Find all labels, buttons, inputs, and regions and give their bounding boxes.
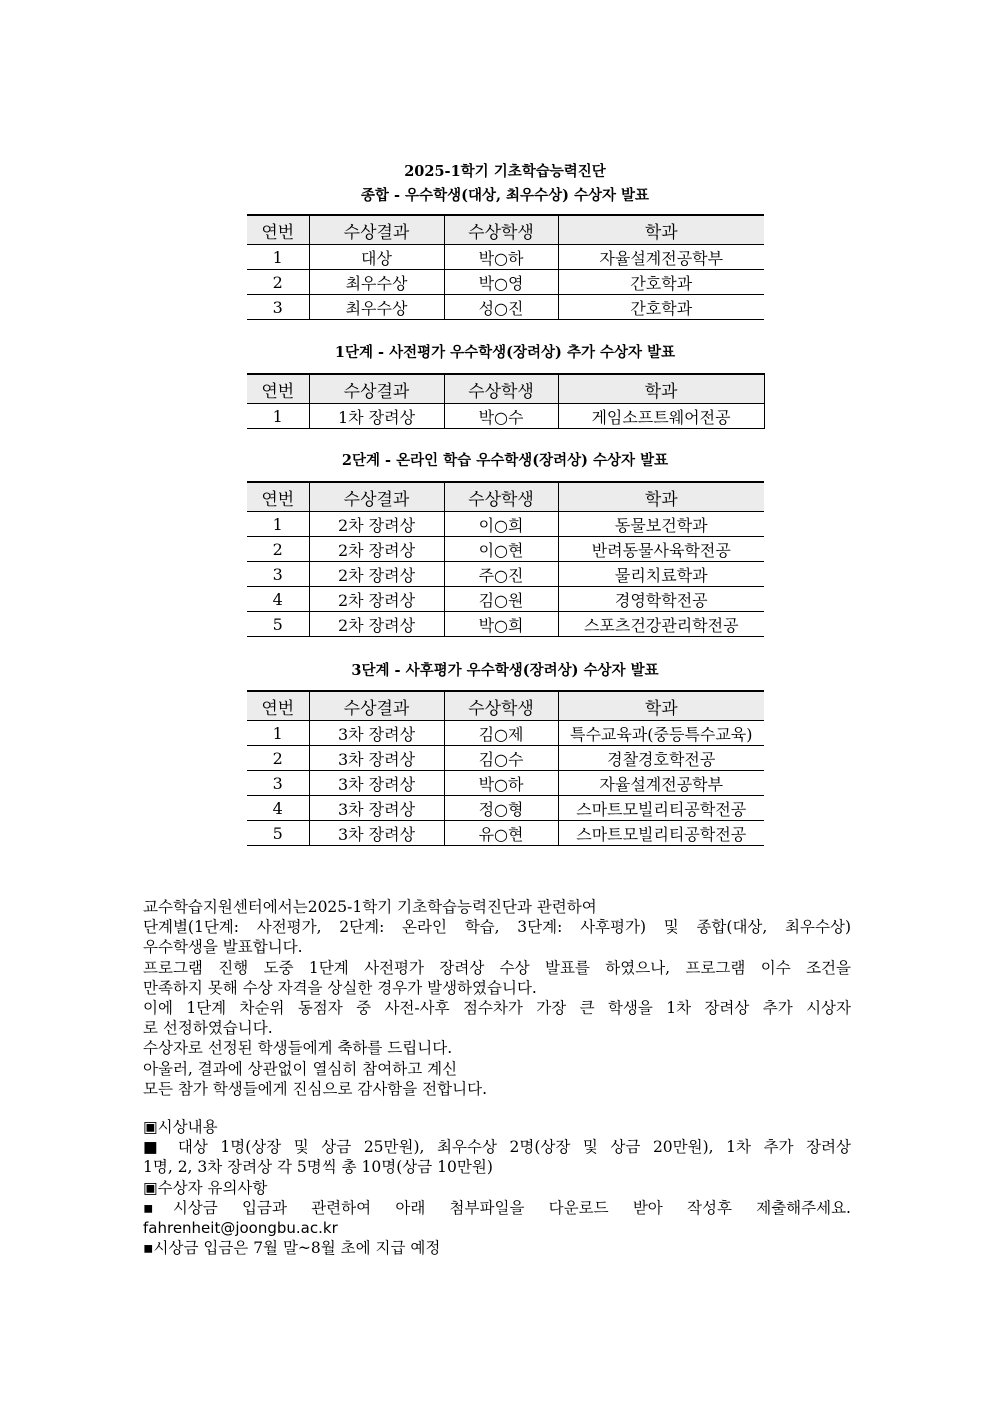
col-header-result: 수상결과 [309,215,444,245]
caution-line: ▪시상금 입금은 7월 말~8월 초에 지급 예정 [143,1239,441,1258]
cell-no: 2 [247,537,309,562]
cell-result: 3차 장려상 [309,821,444,846]
cell-result: 2차 장려상 [309,537,444,562]
cell-no: 4 [247,796,309,821]
cell-dept: 게임소프트웨어전공 [558,404,764,429]
cell-student: 박○하 [444,771,558,796]
table2-title: 1단계 - 사전평가 우수학생(장려상) 추가 수상자 발표 [334,344,676,361]
notice-section [143,1117,851,1258]
col-header-dept: 학과 [558,374,764,404]
caution-heading: ▣수상자 유의사항 [143,1178,268,1197]
cell-dept: 간호학과 [558,295,764,320]
col-header-no: 연번 [247,374,309,404]
cell-student: 박○희 [444,612,558,637]
document-title: 2025-1학기 기초학습능력진단 [404,163,606,180]
cell-dept: 경영학학전공 [558,587,764,612]
col-header-no: 연번 [247,691,309,721]
cell-no: 1 [247,245,309,270]
col-header-student: 수상학생 [444,482,558,512]
cell-dept: 경찰경호학전공 [558,746,764,771]
cell-result: 2차 장려상 [309,612,444,637]
overall-award-table [247,214,764,320]
table-row [247,612,764,637]
table-row [247,512,764,537]
cell-result: 3차 장려상 [309,796,444,821]
cell-dept: 동물보건학과 [558,512,764,537]
body-line: 만족하지 못해 수상 자격을 상실한 경우가 발생하였습니다. [143,978,537,997]
cell-student: 이○희 [444,512,558,537]
cell-student: 김○수 [444,746,558,771]
cell-dept: 반려동물사육학전공 [558,537,764,562]
table-row [247,796,764,821]
table1-title: 종합 - 우수학생(대상, 최우수상) 수상자 발표 [360,187,650,204]
stage1-award-table [247,373,765,429]
cell-dept: 스포츠건강관리학전공 [558,612,764,637]
col-header-student: 수상학생 [444,691,558,721]
cell-no: 4 [247,587,309,612]
col-header-dept: 학과 [558,482,764,512]
col-header-dept: 학과 [558,691,764,721]
cell-student: 박○영 [444,270,558,295]
cell-dept: 스마트모빌리티공학전공 [558,821,764,846]
cell-dept: 자율설계전공학부 [558,245,764,270]
table-row [247,771,764,796]
cell-no: 5 [247,821,309,846]
body-line: 우수학생을 발표합니다. [143,938,303,957]
table-header-row [247,482,764,512]
cell-no: 3 [247,771,309,796]
table-row [247,721,764,746]
cell-student: 주○진 [444,562,558,587]
cell-student: 박○수 [444,404,558,429]
table4-title: 3단계 - 사후평가 우수학생(장려상) 수상자 발표 [351,662,659,679]
body-line: 아울러, 결과에 상관없이 열심히 참여하고 계신 [143,1059,458,1078]
cell-dept: 물리치료학과 [558,562,764,587]
cell-result: 3차 장려상 [309,721,444,746]
cell-result: 1차 장려상 [309,404,444,429]
stage2-award-table [247,481,764,637]
body-line: 수상자로 선정된 학생들에게 축하를 드립니다. [143,1039,453,1058]
cell-result: 2차 장려상 [309,562,444,587]
cell-result: 최우수상 [309,295,444,320]
table-row [247,562,764,587]
cell-no: 1 [247,512,309,537]
col-header-student: 수상학생 [444,374,558,404]
table-row [247,404,764,429]
cell-student: 성○진 [444,295,558,320]
table-header-row [247,691,764,721]
contact-email[interactable]: fahrenheit@joongbu.ac.kr [143,1219,338,1238]
award-contents-heading: ▣시상내용 [143,1118,218,1136]
cell-result: 2차 장려상 [309,512,444,537]
body-line: 로 선정하였습니다. [143,1019,273,1038]
award-contents-line: 1명, 2, 3차 장려상 각 5명씩 총 10명(상금 10만원) [143,1158,493,1177]
table3-title: 2단계 - 온라인 학습 우수학생(장려상) 수상자 발표 [341,452,669,469]
table-row [247,821,764,846]
body-line: 이에 1단계 차순위 동점자 중 사전-사후 점수차가 가장 큰 학생을 1차 장려상 추가 시상자 [143,999,851,1018]
table-row [247,537,764,562]
cell-result: 3차 장려상 [309,746,444,771]
body-line: 단계별(1단계: 사전평가, 2단계: 온라인 학습, 3단계: 사후평가) 및 종합(대상, 최우수상) [143,918,851,937]
col-header-result: 수상결과 [309,482,444,512]
cell-student: 김○제 [444,721,558,746]
col-header-result: 수상결과 [309,691,444,721]
table-row [247,245,764,270]
cell-no: 1 [247,404,309,429]
cell-dept: 특수교육과(중등특수교육) [558,721,764,746]
table-row [247,295,764,320]
cell-student: 김○원 [444,587,558,612]
col-header-result: 수상결과 [309,374,444,404]
cell-no: 1 [247,721,309,746]
body-line: 교수학습지원센터에서는2025-1학기 기초학습능력진단과 관련하여 [143,898,597,916]
stage3-award-table [247,690,764,846]
cell-student: 유○현 [444,821,558,846]
body-line: 모든 참가 학생들에게 진심으로 감사함을 전합니다. [143,1079,487,1098]
col-header-student: 수상학생 [444,215,558,245]
cell-student: 정○형 [444,796,558,821]
announcement-body [143,897,851,1099]
col-header-dept: 학과 [558,215,764,245]
cell-no: 3 [247,295,309,320]
cell-student: 박○하 [444,245,558,270]
cell-result: 대상 [309,245,444,270]
cell-dept: 간호학과 [558,270,764,295]
cell-no: 5 [247,612,309,637]
cell-dept: 스마트모빌리티공학전공 [558,796,764,821]
cell-no: 3 [247,562,309,587]
cell-no: 2 [247,746,309,771]
body-line: 프로그램 진행 도중 1단계 사전평가 장려상 수상 발표를 하였으나, 프로그램 이수 조건을 [143,958,851,977]
cell-student: 이○현 [444,537,558,562]
table-row [247,587,764,612]
table-header-row [247,215,764,245]
col-header-no: 연번 [247,215,309,245]
award-contents-line: ■ 대상 1명(상장 및 상금 25만원), 최우수상 2명(상장 및 상금 20만원), 1차 추가 장려상 [143,1138,851,1157]
col-header-no: 연번 [247,482,309,512]
cell-dept: 자율설계전공학부 [558,771,764,796]
cell-result: 2차 장려상 [309,587,444,612]
table-row [247,270,764,295]
caution-line: ▪시상금 입금과 관련하여 아래 첨부파일을 다운로드 받아 작성후 제출해주세요. [143,1198,851,1217]
table-header-row [247,374,764,404]
cell-result: 3차 장려상 [309,771,444,796]
cell-result: 최우수상 [309,270,444,295]
table-row [247,746,764,771]
cell-no: 2 [247,270,309,295]
